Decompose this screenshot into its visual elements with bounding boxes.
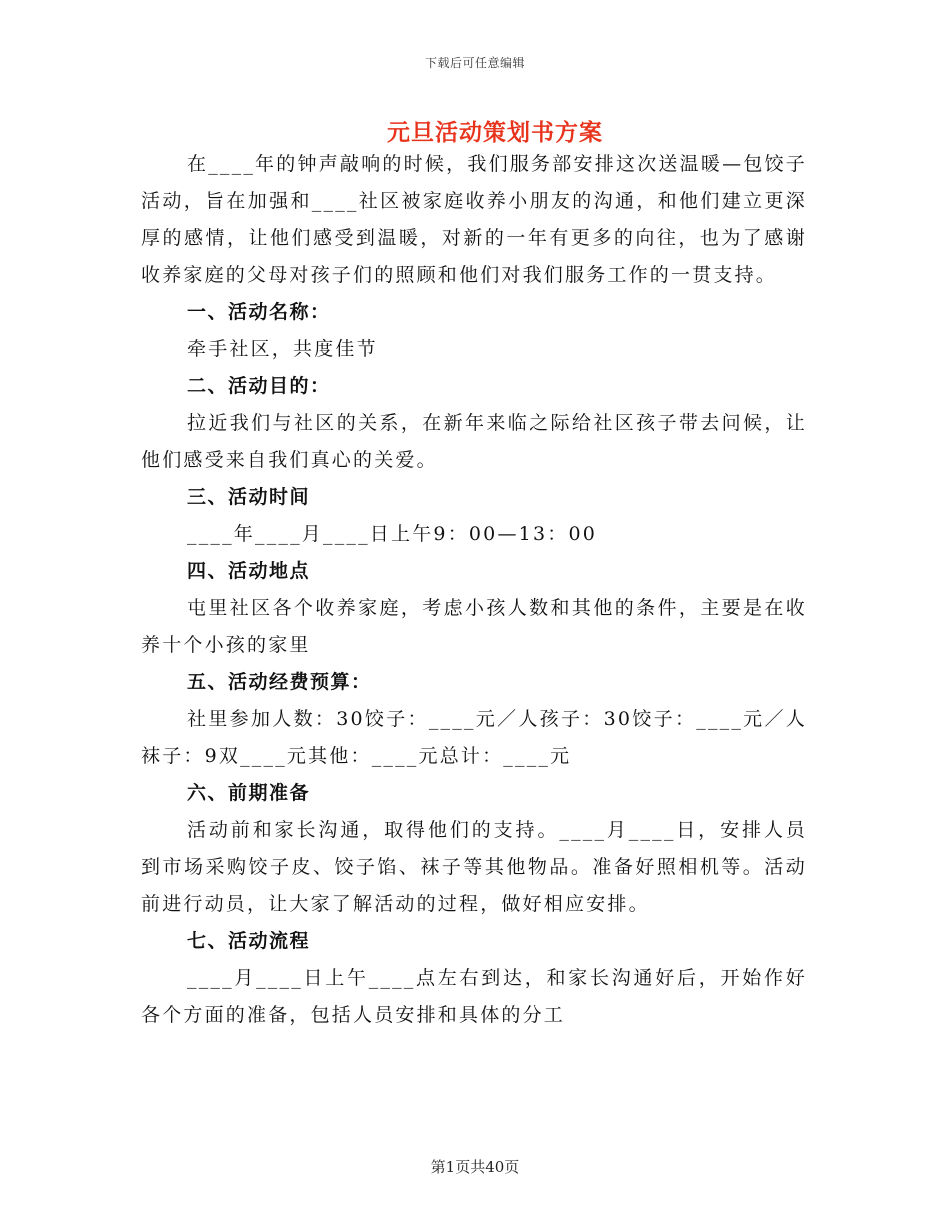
- section-heading: 一、活动名称：: [187, 301, 331, 323]
- section-heading: 七、活动流程: [187, 930, 311, 952]
- section-heading: 四、活动地点: [187, 560, 311, 582]
- document-body: [141, 146, 807, 1034]
- section-heading: 三、活动时间: [187, 486, 311, 508]
- document-title: 元旦活动策划书方案: [387, 119, 603, 146]
- section-text: 活动前和家长沟通，取得他们的支持。____月____日，安排人员到市场采购饺子皮、饺子馅、袜子等其他物品。准备好照相机等。活动前进行动员，让大家了解活动的过程，做好相应安排。: [141, 819, 807, 915]
- section-text: ____年____月____日上午9：00—13：00: [187, 523, 598, 545]
- section-text: 屯里社区各个收养家庭，考虑小孩人数和其他的条件，主要是在收养十个小孩的家里: [141, 597, 807, 656]
- section-1: [141, 294, 807, 368]
- section-6: [141, 775, 807, 923]
- section-heading: 五、活动经费预算：: [187, 671, 372, 693]
- section-3: [141, 479, 807, 553]
- section-text: 社里参加人数：30饺子：____元／人孩子：30饺子：____元／人袜子：9双____元其他：____元总计：____元: [141, 708, 807, 767]
- header-note: 下载后可任意编辑: [424, 56, 525, 70]
- section-4: [141, 553, 807, 664]
- section-heading: 二、活动目的：: [187, 375, 331, 397]
- section-5: [141, 664, 807, 775]
- page-footer: 第1页共40页: [430, 1158, 520, 1176]
- intro-paragraph: 在____年的钟声敲响的时候，我们服务部安排这次送温暖—包饺子活动，旨在加强和____社区被家庭收养小朋友的沟通，和他们建立更深厚的感情，让他们感受到温暖，对新的一年有更多的向往，也为了感谢收养家庭的父母对孩子们的照顾和他们对我们服务工作的一贯支持。: [141, 153, 807, 286]
- section-2: [141, 368, 807, 479]
- section-heading: 六、前期准备: [187, 782, 311, 804]
- section-text: 拉近我们与社区的关系，在新年来临之际给社区孩子带去问候，让他们感受来自我们真心的关爱。: [141, 412, 807, 471]
- section-7: [141, 923, 807, 1034]
- section-text: 牵手社区，共度佳节: [187, 338, 378, 360]
- section-text: ____月____日上午____点左右到达，和家长沟通好后，开始作好各个方面的准备，包括人员安排和具体的分工: [141, 967, 807, 1026]
